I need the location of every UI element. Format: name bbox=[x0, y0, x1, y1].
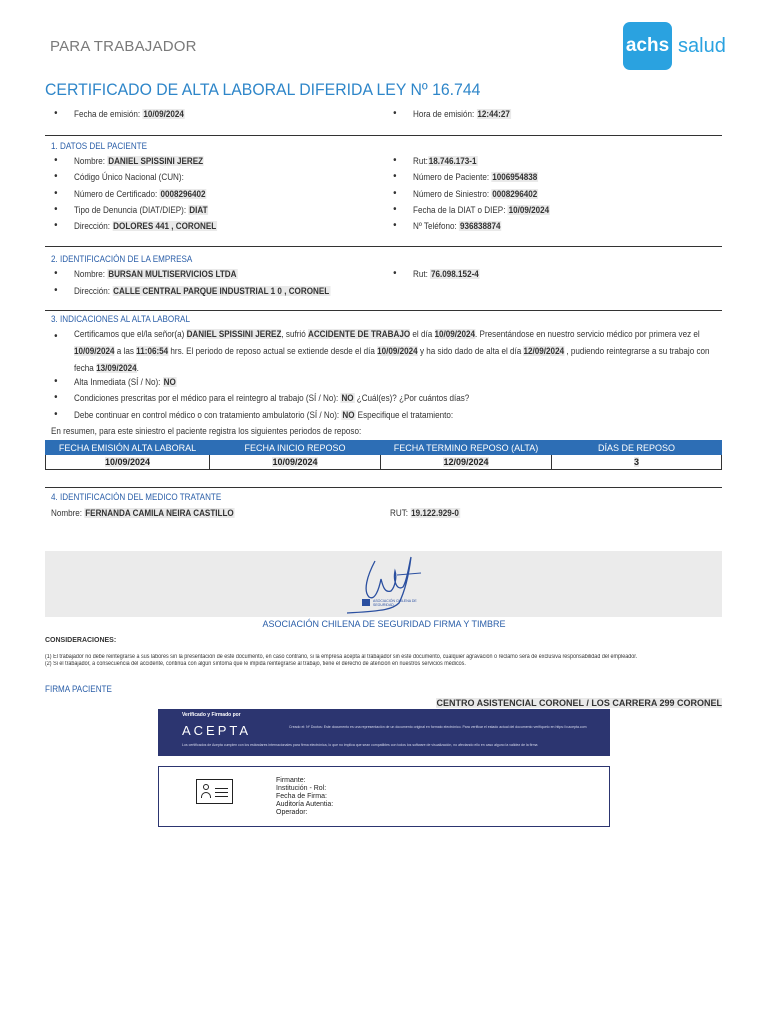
patient-signature-label: FIRMA PACIENTE bbox=[45, 684, 112, 694]
consideration-line: (2) Si el trabajador, a consecuencia del accidente, continúa con algún síntoma que le impida reintegrarse al trabajo, tiene el derecho de atención en nuestros servicios médicos. bbox=[45, 661, 466, 667]
patient-address-row: • Dirección: DOLORES 441 , CORONEL bbox=[54, 220, 217, 231]
signer-institucion: Institución - Rol: bbox=[276, 785, 327, 792]
considerations-title: CONSIDERACIONES: bbox=[45, 637, 117, 644]
achs-logo bbox=[623, 22, 726, 70]
acepta-brand: ACEPTA bbox=[182, 723, 252, 738]
table-header: FECHA INICIO REPOSO bbox=[210, 441, 381, 455]
audience-label: PARA TRABAJADOR bbox=[50, 38, 197, 55]
logo-box: achs bbox=[623, 22, 672, 70]
divider bbox=[45, 487, 722, 488]
acepta-banner bbox=[158, 709, 610, 756]
section-patient-title: 1. DATOS DEL PACIENTE bbox=[51, 141, 148, 151]
signer-fields bbox=[276, 777, 333, 817]
patient-name-row: • Nombre: DANIEL SPISSINI JEREZ bbox=[54, 155, 204, 166]
table-header-row bbox=[46, 441, 722, 455]
logo-text: salud bbox=[678, 34, 726, 57]
conditions-row: • Condiciones prescritas por el médico para el reintegro al trabajo (SÍ / No): NO ¿Cuál(es)? ¿Por cuántos días? bbox=[54, 392, 470, 403]
company-name-row: • Nombre: BURSAN MULTISERVICIOS LTDA bbox=[54, 268, 237, 279]
signature-caption: ASOCIACIÓN CHILENA DE SEGURIDAD FIRMA Y TIMBRE bbox=[262, 619, 506, 629]
divider bbox=[45, 246, 722, 247]
patient-phone-row: • Nº Teléfono: 936838874 bbox=[393, 220, 501, 231]
company-rut-row: • Rut: 76.098.152-4 bbox=[393, 268, 479, 279]
id-card-icon bbox=[196, 779, 233, 804]
table-cell: 3 bbox=[552, 455, 722, 470]
acepta-verified: Verificado y Firmado por bbox=[182, 712, 241, 718]
signature-area bbox=[45, 551, 722, 617]
emission-date-row: • Fecha de emisión: 10/09/2024 bbox=[54, 108, 184, 119]
table-cell: 10/09/2024 bbox=[210, 455, 381, 470]
patient-number-row: • Número de Paciente: 1006954838 bbox=[393, 171, 538, 182]
divider bbox=[45, 310, 722, 311]
signature-stroke bbox=[45, 551, 722, 617]
doctor-name-row: Nombre: FERNANDA CAMILA NEIRA CASTILLO bbox=[51, 508, 234, 518]
complaint-type-row: • Tipo de Denuncia (DIAT/DIEP): DIAT bbox=[54, 204, 208, 215]
consideration-line: (1) El trabajador no debe reintegrarse a sus labores sin la presentación de este documento, en caso contrario, si la empresa acepta al trabajador sin este documento, cualquier agravación o reclamo será de exclusiva responsabilidad del empleador. bbox=[45, 654, 638, 660]
patient-cun-row: • Código Único Nacional (CUN): bbox=[54, 171, 184, 182]
divider bbox=[45, 135, 722, 136]
emission-time-row: • Hora de emisión: 12:44:27 bbox=[393, 108, 510, 119]
section-company-title: 2. IDENTIFICACIÓN DE LA EMPRESA bbox=[51, 254, 193, 264]
table-header: FECHA EMISIÓN ALTA LABORAL bbox=[46, 441, 210, 455]
stamp-logo-icon bbox=[362, 599, 370, 606]
control-row: • Debe continuar en control médico o con tratamiento ambulatorio (SÍ / No): NO Especifique el tratamiento: bbox=[54, 409, 454, 420]
table-cell: 10/09/2024 bbox=[46, 455, 210, 470]
patient-rut-row: • Rut:18.746.173-1 bbox=[393, 155, 477, 166]
diat-date-row: • Fecha de la DIAT o DIEP: 10/09/2024 bbox=[393, 204, 550, 215]
discharge-paragraph: • Certificamos que el/la señor(a) DANIEL SPISSINI JEREZ, sufrió ACCIDENTE DE TRABAJO el día 10/09/2024. Presentándose en nuestro servicio médico por primera vez el 10/09/2024 a las 11:06:54 hrs. El periodo de reposo actual se extiende desde el día 10/09/2024 y ha sido dado de alta el día 12/09/2024 , pudiendo reintegrarse a su trabajo con fecha 13/09/2024. bbox=[54, 329, 710, 373]
signer-firmante: Firmante: bbox=[276, 777, 306, 784]
summary-text: En resumen, para este siniestro el paciente registra los siguientes periodos de reposo: bbox=[51, 426, 362, 436]
table-row bbox=[46, 455, 722, 470]
signer-operador: Operador: bbox=[276, 809, 308, 816]
stamp-text: ASOCIACIÓN CHILENA DE SEGURIDAD bbox=[373, 599, 417, 607]
immediate-discharge-row: • Alta Inmediata (SÍ / No): NO bbox=[54, 376, 176, 387]
table-header: DÍAS DE REPOSO bbox=[552, 441, 722, 455]
section-doctor-title: 4. IDENTIFICACIÓN DEL MEDICO TRATANTE bbox=[51, 492, 222, 502]
document-title: CERTIFICADO DE ALTA LABORAL DIFERIDA LEY Nº 16.744 bbox=[45, 80, 481, 99]
certificate-number-row: • Número de Certificado: 0008296402 bbox=[54, 188, 206, 199]
signer-fecha: Fecha de Firma: bbox=[276, 793, 327, 800]
emission-date: 10/09/2024 bbox=[143, 109, 184, 119]
acepta-footer: Los certificados de Acepta cumplen con los estándares internacionales para firma electrónica, lo que no implica que sean compatibles con todos los software de visualización, no afectando ello en caso alguno la validez de la firma bbox=[182, 743, 538, 747]
signer-box bbox=[158, 766, 610, 827]
table-cell: 12/09/2024 bbox=[381, 455, 552, 470]
signer-auditoria: Auditoría Autentia: bbox=[276, 801, 334, 808]
table-header: FECHA TERMINO REPOSO (ALTA) bbox=[381, 441, 552, 455]
medical-center: CENTRO ASISTENCIAL CORONEL / LOS CARRERA 299 CORONEL bbox=[436, 698, 722, 708]
acepta-meta: Creado el: Nº Doctos: Este documento es una representación de un documento original en formato electrónico. Para verificar el estado actual del documento verifíquelo en https://v.acepta.com bbox=[289, 725, 587, 729]
rest-periods-table bbox=[45, 440, 722, 470]
claim-number-row: • Número de Siniestro: 0008296402 bbox=[393, 188, 538, 199]
emission-time: 12:44:27 bbox=[477, 109, 510, 119]
section-discharge-title: 3. INDICACIONES AL ALTA LABORAL bbox=[51, 314, 190, 324]
company-address-row: • Dirección: CALLE CENTRAL PARQUE INDUSTRIAL 1 0 , CORONEL bbox=[54, 285, 330, 296]
doctor-rut-row: RUT: 19.122.929-0 bbox=[390, 508, 459, 518]
